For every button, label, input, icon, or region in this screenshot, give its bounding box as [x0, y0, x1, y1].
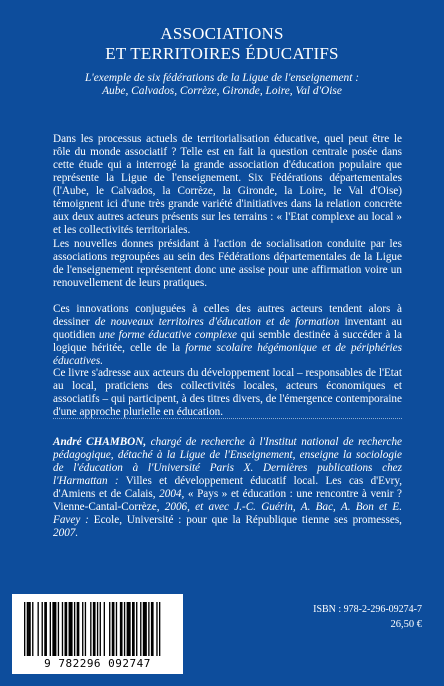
publication-2: « Pays » et éducation : une rencontre à venir ? Vienne-Cantal-Corrèze,: [53, 488, 402, 513]
subtitle-line-1: L'exemple de six fédérations de la Ligue de l'enseignement :: [84, 72, 360, 84]
subtitle-line-2: Aube, Calvados, Corrèze, Gironde, Loire, Val d'Oise: [102, 85, 342, 97]
text-run: inventant au quotidien: [53, 316, 402, 341]
barcode-bars: [22, 602, 173, 656]
book-title: [0, 24, 444, 64]
paragraph-text: Ce livre s'adresse aux acteurs du développement local – responsables de l'Etat au local, praticiens des collectivités locales, acteurs économiques et associatifs – qui participent, à des titres divers, de l'émergence contemporaine d'une approche plurielle en éducation.: [53, 367, 402, 418]
text-run: Ces innovations conjuguées à celles des autres acteurs tendent alors à dessiner: [53, 303, 402, 328]
title-line-1: ASSOCIATIONS: [160, 24, 284, 43]
italic-run: de nouveaux territoires d'éducation et de formation: [94, 316, 340, 328]
paragraph-text: [53, 303, 402, 368]
publication-3-year: 2007.: [53, 527, 79, 539]
italic-run: forme scolaire hégémonique et de périphéries éducatives.: [53, 342, 402, 367]
barcode: [12, 594, 183, 674]
section-divider: [53, 418, 402, 419]
book-subtitle: [0, 72, 444, 98]
author-bio-text: [53, 436, 402, 540]
summary-paragraph-1: [53, 133, 402, 237]
price: 26,50 €: [390, 619, 422, 630]
publication-3: Ecole, Université : pour que la République tienne ses promesses,: [88, 514, 402, 526]
summary-paragraph-2: [53, 238, 402, 290]
publication-2-year: 2006, et avec J.-C. Guérin, A. Bac, A. Bon et E. Favey :: [53, 501, 402, 526]
author-bio-italic: chargé de recherche à l'Institut national de recherche pédagogique, détaché à la Ligue de l'Enseignement, enseigne la sociologie de l'éducation à l'Université Paris X. Dernières publications chez l'Harmattan :: [53, 436, 403, 487]
isbn: ISBN : 978-2-296-09274-7: [313, 604, 422, 615]
publication-1: Villes et développement éducatif local. Les cas d'Evry, d'Amiens et de Calais,: [53, 475, 402, 500]
barcode-number: 9 782296 092747: [44, 657, 151, 670]
title-line-2: ET TERRITOIRES ÉDUCATIFS: [105, 44, 339, 63]
author-name: André CHAMBON,: [53, 436, 147, 448]
summary-paragraph-3: [53, 303, 402, 368]
italic-run: une forme éducative complexe: [98, 329, 238, 341]
summary-paragraph-4: [53, 367, 402, 419]
author-bio: [53, 436, 402, 540]
text-run: qui semble destinée à succéder à la logique héritée, celle de la: [53, 329, 402, 354]
paragraph-text: Les nouvelles donnes présidant à l'action de socialisation conduite par les associations regroupées au sein des Fédérations départementales de la Ligue de l'enseignement représentent donc une assise pour une affirmation voire un renouvellement de leurs pratiques.: [53, 238, 402, 289]
publication-1-year: 2004,: [159, 488, 185, 500]
paragraph-text: Dans les processus actuels de territorialisation éducative, quel peut être le rôle du monde associatif ? Telle est en fait la question centrale posée dans cette étude qui a interrogé la grande association d'éducation populaire que représente la Ligue de l'enseignement. Six Fédérations départementales (l'Aube, le Calvados, la Corrèze, la Gironde, la Loire, le Val d'Oise) témoignent ici d'une très grande variété d'initiatives dans la relation concrète aux deux autres acteurs présents sur les terrains : « l'Etat complexe au local » et les collectivités territoriales.: [53, 133, 402, 236]
